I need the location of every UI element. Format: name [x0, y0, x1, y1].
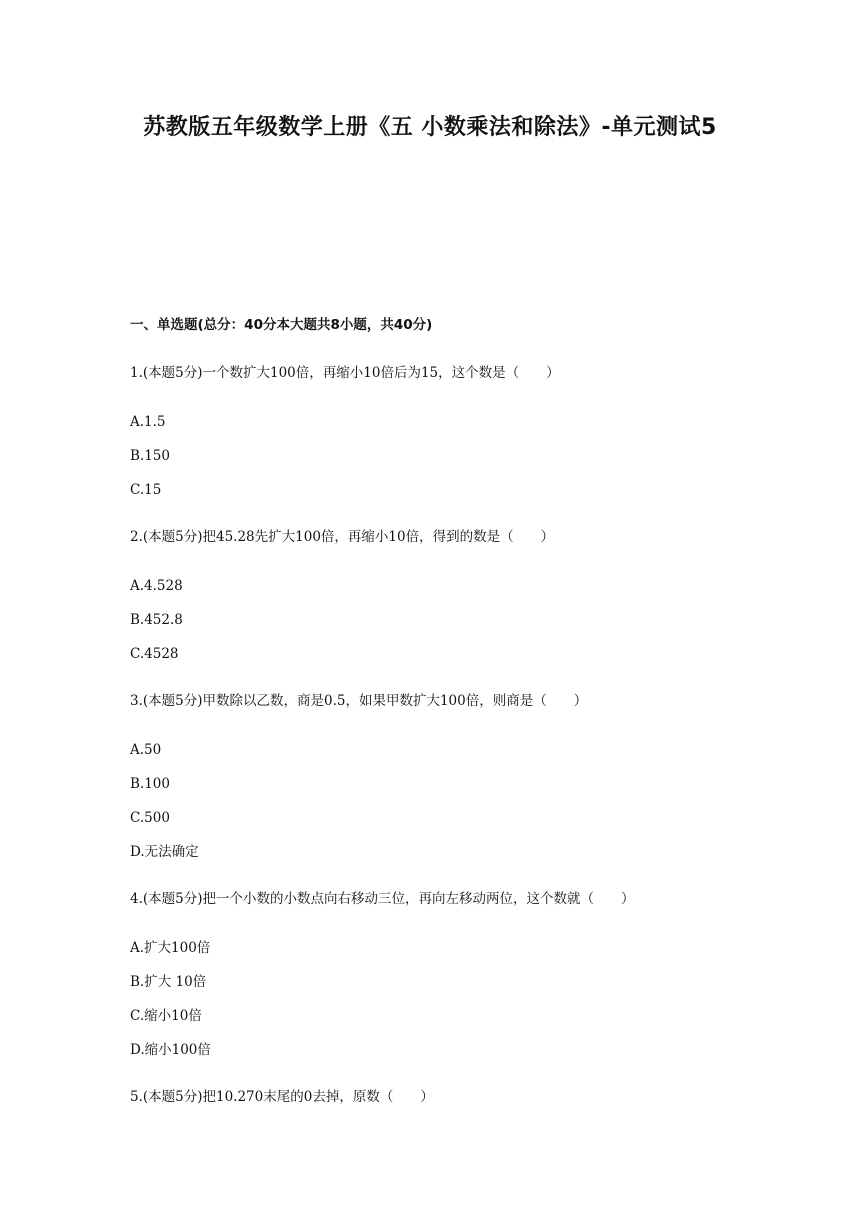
question-1-stem: 1.(本题5分)一个数扩大100倍，再缩小10倍后为15，这个数是（ ）: [130, 365, 560, 381]
section-heading: 一、单选题(总分：40分本大题共8小题，共40分): [130, 317, 433, 333]
question-1-option-a: A.1.5: [130, 414, 166, 430]
question-3-option-b: B.100: [130, 776, 170, 792]
question-3-option-a: A.50: [130, 742, 162, 758]
question-4-stem: 4.(本题5分)把一个小数的小数点向右移动三位，再向左移动两位，这个数就（ ）: [130, 891, 635, 907]
question-2-stem: 2.(本题5分)把45.28先扩大100倍，再缩小10倍，得到的数是（ ）: [130, 529, 555, 545]
question-1-option-c: C.15: [130, 482, 162, 498]
question-1-option-b: B.150: [130, 448, 170, 464]
question-2-option-a: A.4.528: [130, 578, 183, 594]
question-2-option-c: C.4528: [130, 646, 179, 662]
question-3-stem: 3.(本题5分)甲数除以乙数，商是0.5，如果甲数扩大100倍，则商是（ ）: [130, 693, 588, 709]
question-3-option-d: D.无法确定: [130, 844, 199, 860]
question-5-stem: 5.(本题5分)把10.270末尾的0去掉，原数（ ）: [130, 1089, 434, 1105]
document-title: 苏教版五年级数学上册《五 小数乘法和除法》-单元测试5: [143, 115, 717, 140]
question-3-option-c: C.500: [130, 810, 170, 826]
question-2-option-b: B.452.8: [130, 612, 183, 628]
question-4-option-b: B.扩大 10倍: [130, 974, 207, 990]
question-4-option-a: A.扩大100倍: [130, 940, 211, 956]
question-4-option-c: C.缩小10倍: [130, 1008, 202, 1024]
question-4-option-d: D.缩小100倍: [130, 1042, 211, 1058]
